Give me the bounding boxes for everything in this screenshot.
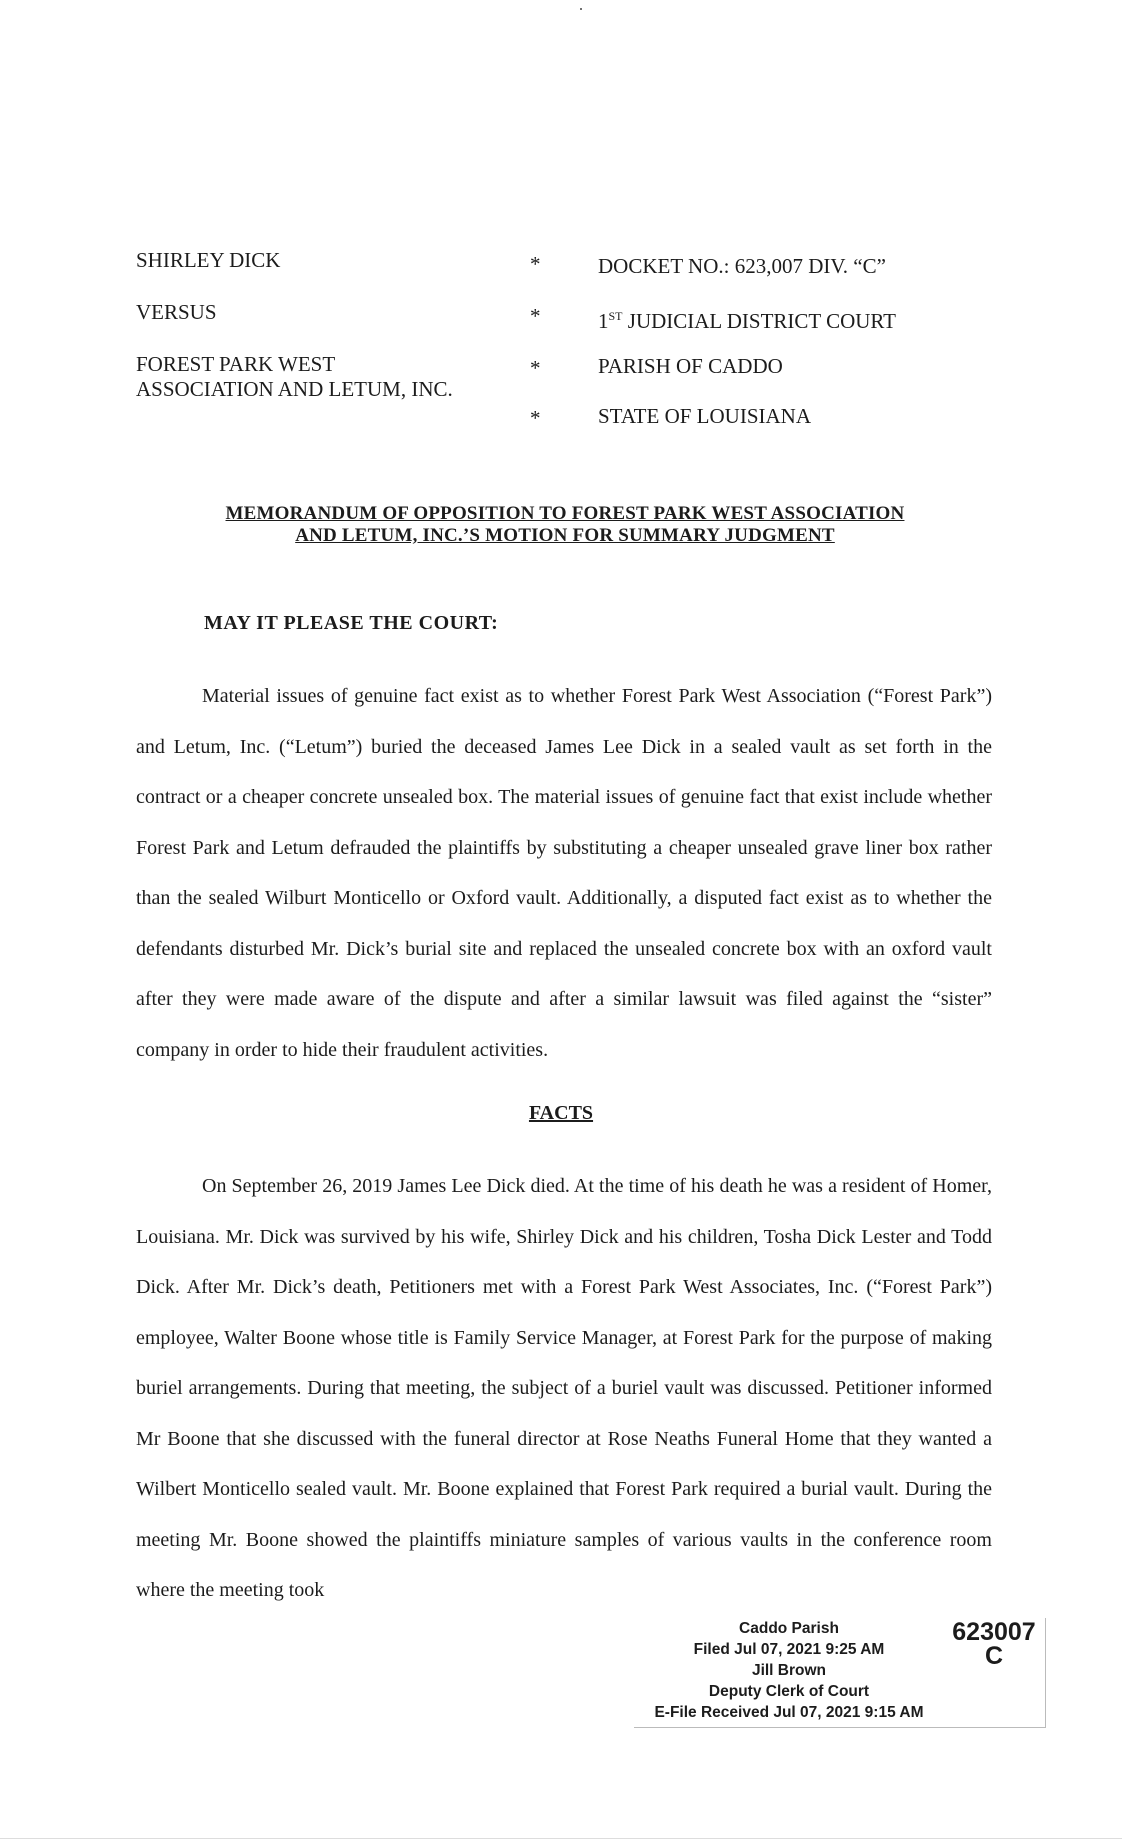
salutation: MAY IT PLEASE THE COURT:: [204, 612, 499, 634]
court-prefix: 1: [598, 309, 609, 333]
stamp-side-border: [1045, 1618, 1046, 1728]
caption-defendant-line2: ASSOCIATION AND LETUM, INC.: [136, 377, 453, 401]
stamp-case-number-block: [946, 1620, 1042, 1668]
facts-heading: FACTS: [528, 1102, 594, 1124]
scan-speck: [580, 8, 582, 10]
caption-defendant-line1: FOREST PARK WEST: [136, 352, 336, 376]
state-name: STATE OF LOUISIANA: [598, 404, 811, 428]
caption-star: *: [530, 406, 541, 430]
stamp-clerk-name: Jill Brown: [751, 1662, 827, 1679]
page-bottom-edge: [0, 1838, 1122, 1839]
memorandum-title-line1: MEMORANDUM OF OPPOSITION TO FOREST PARK WEST ASSOCIATION: [225, 503, 905, 524]
facts-paragraph: On September 26, 2019 James Lee Dick died. At the time of his death he was a resident of Homer, Louisiana. Mr. Dick was survived by his wife, Shirley Dick and his children, Tosha Dick Lester and Todd Dick. After Mr. Dick’s death, Petitioners met with a Forest Park West Associates, Inc. (“Forest Park”) employee, Walter Boone whose title is Family Service Manager, at Forest Park for the purpose of making buriel arrangements. During that meeting, the subject of a buriel vault was discussed. Petitioner informed Mr Boone that she discussed with the funeral director at Rose Neaths Funeral Home that they wanted a Wilbert Monticello sealed vault. Mr. Boone explained that Forest Park required a burial vault. During the meeting Mr. Boone showed the plaintiffs miniature samples of various vaults in the conference room where the meeting took: [136, 1175, 992, 1601]
stamp-efile-date: E-File Received Jul 07, 2021 9:15 AM: [654, 1704, 924, 1721]
stamp-division: C: [984, 1642, 1004, 1670]
stamp-bottom-border: [634, 1727, 1046, 1728]
intro-paragraph: Material issues of genuine fact exist as to whether Forest Park West Association (“Forest Park”) and Letum, Inc. (“Letum”) buried the deceased James Lee Dick in a sealed vault as set forth in the contract or a cheaper concrete unsealed box. The material issues of genuine fact that exist include whether Forest Park and Letum defrauded the plaintiffs by substituting a cheaper unsealed grave liner box rather than the sealed Wilburt Monticello or Oxford vault. Additionally, a disputed fact exist as to whether the defendants disturbed Mr. Dick’s burial site and replaced the unsealed concrete box with an oxford vault after they were made aware of the dispute and after a similar lawsuit was filed against the “sister” company in order to hide their fraudulent activities.: [136, 685, 992, 1061]
caption-star: *: [530, 356, 541, 380]
memorandum-title-line2: AND LETUM, INC.’S MOTION FOR SUMMARY JUDGMENT: [295, 525, 835, 546]
parish-name: PARISH OF CADDO: [598, 354, 783, 378]
memorandum-title: [150, 503, 980, 547]
docket-number: DOCKET NO.: 623,007 DIV. “C”: [598, 254, 886, 278]
court-name-rest: JUDICIAL DISTRICT COURT: [622, 309, 897, 333]
stamp-parish: Caddo Parish: [739, 1620, 839, 1637]
stamp-filed-date: Filed Jul 07, 2021 9:25 AM: [693, 1641, 885, 1658]
caption-star: *: [530, 304, 541, 328]
caption-plaintiff: SHIRLEY DICK: [136, 248, 281, 272]
stamp-case-number: 623007: [952, 1618, 1036, 1646]
stamp-text-block: [634, 1618, 944, 1723]
caption-versus: VERSUS: [136, 300, 217, 324]
court-ordinal: ST: [608, 309, 623, 323]
court-name: [598, 304, 896, 333]
stamp-clerk-title: Deputy Clerk of Court: [708, 1683, 870, 1700]
clerk-filing-stamp: [634, 1618, 1046, 1728]
caption-star: *: [530, 252, 541, 276]
